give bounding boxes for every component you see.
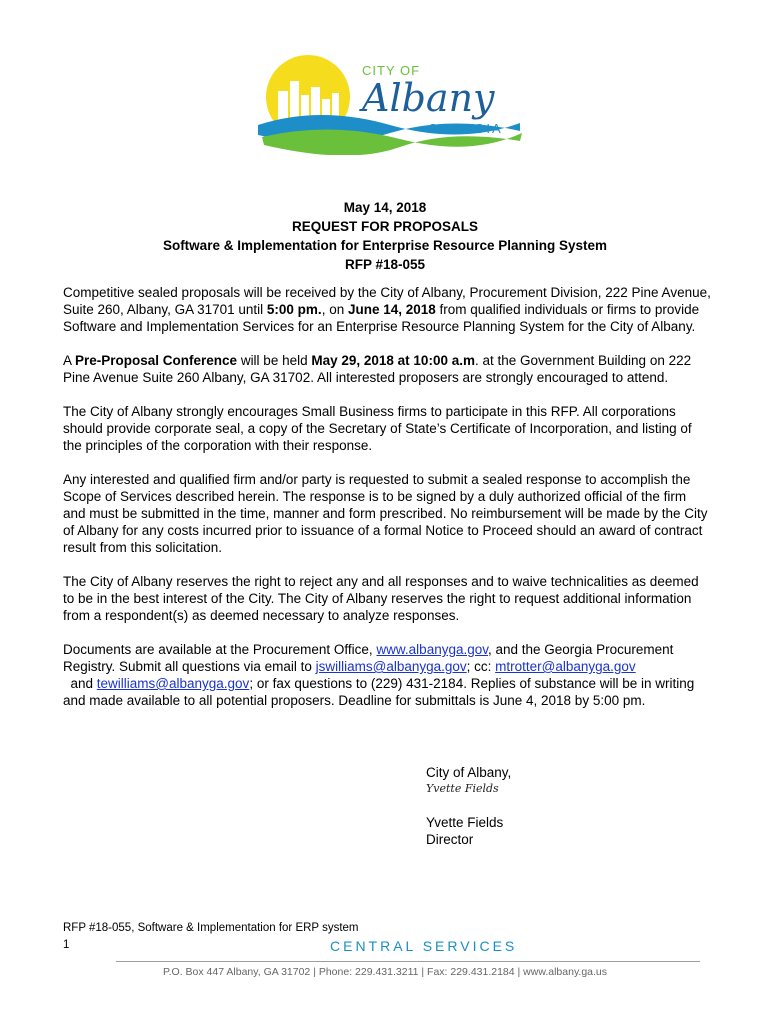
footer-note bbox=[63, 920, 359, 954]
text: will be held bbox=[237, 353, 312, 368]
deadline-time: 5:00 pm. bbox=[266, 302, 322, 317]
text: from qualified individuals or firms to provide Software and Implementation Services for an Enterprise Resource Planning System for the City of Albany. bbox=[63, 302, 700, 334]
document-body bbox=[63, 284, 711, 726]
paragraph-documents bbox=[63, 641, 711, 709]
text: , on bbox=[321, 302, 348, 317]
text: ; or fax questions to (229) 431-2184. Replies of substance will be in writing and made available to all potential proposers. Deadline for submittals is June 4, 2018 by 5:00 pm. bbox=[63, 676, 695, 708]
document-date: May 14, 2018 bbox=[343, 200, 427, 215]
deadline-date: June 14, 2018 bbox=[347, 302, 436, 317]
closing-city: City of Albany, bbox=[426, 765, 512, 780]
paragraph-reservation: The City of Albany reserves the right to reject any and all responses and to waive technicalities as deemed to be in the best interest of the City. The City of Albany reserves the right to request additional information from a respondent(s) as deemed necessary to analyze responses. bbox=[63, 574, 699, 623]
text: , and the Georgia Procurement Registry. Submit all questions via email to bbox=[63, 642, 674, 674]
logo-albany: Albany bbox=[362, 76, 495, 120]
email-link-tewilliams[interactable]: tewilliams@albanyga.gov bbox=[96, 676, 250, 691]
text: A bbox=[63, 353, 76, 368]
text: . at the Government Building on 222 Pine Avenue Suite 260 Albany, GA 31702. All interested proposers are strongly encouraged to attend. bbox=[63, 353, 692, 385]
text: Competitive sealed proposals will be received by the City of Albany, Procurement Division, 222 Pine Avenue, Suite 260, Albany, GA 31701 until bbox=[63, 285, 711, 317]
paragraph-small-business: The City of Albany strongly encourages Small Business firms to participate in this RFP. All corporations should provide corporate seal, a copy of the Secretary of State’s Certificate of Incorporation, and listing of the principles of the corporation with their response. bbox=[63, 404, 692, 453]
email-link-jswilliams[interactable]: jswilliams@albanyga.gov bbox=[315, 659, 467, 674]
signer-title: Director bbox=[426, 832, 474, 847]
document-title: REQUEST FOR PROPOSALS bbox=[291, 219, 479, 234]
document-subtitle: Software & Implementation for Enterprise Resource Planning System bbox=[162, 238, 608, 253]
signer-name: Yvette Fields bbox=[426, 815, 504, 830]
paragraph-requirements: Any interested and qualified firm and/or party is requested to submit a sealed response to accomplish the Scope of Services described herein. The response is to be signed by a duly authorized official of the firm and must be submitted in the time, manner and form prescribed. No reimbursement will be made by the City of Albany for any costs incurred prior to issuance of a formal Notice to Proceed should an award of contract result from this solicitation. bbox=[63, 472, 708, 555]
footer-divider bbox=[116, 961, 700, 962]
signature: Yvette Fields bbox=[426, 782, 499, 795]
logo-georgia: GEORGIA bbox=[428, 121, 503, 136]
page-number: 1 bbox=[63, 939, 70, 951]
text: Documents are available at the Procurement Office, bbox=[63, 642, 377, 657]
text: and bbox=[63, 676, 97, 691]
email-link-mtrotter[interactable]: mtrotter@albanyga.gov bbox=[495, 659, 636, 674]
logo-city-of: CITY OF bbox=[362, 63, 421, 78]
document-heading bbox=[0, 198, 770, 274]
city-of-albany-logo bbox=[250, 55, 530, 155]
rfp-number: RFP #18-055 bbox=[344, 257, 426, 272]
paragraph-proposals bbox=[63, 284, 711, 335]
footer-rfp-label: RFP #18-055, Software & Implementation for ERP system bbox=[63, 922, 359, 934]
paragraph-conference bbox=[63, 352, 711, 386]
conference-date: May 29, 2018 at 10:00 a.m bbox=[311, 353, 475, 368]
footer-address: P.O. Box 447 Albany, GA 31702 | Phone: 229.431.3211 | Fax: 229.431.2184 | www.albany.ga.us bbox=[162, 966, 608, 978]
website-link[interactable]: www.albanyga.gov bbox=[376, 642, 488, 657]
conference-label: Pre-Proposal Conference bbox=[75, 353, 238, 368]
closing-block bbox=[426, 764, 511, 848]
text: ; cc: bbox=[466, 659, 496, 674]
central-services-label: CENTRAL SERVICES bbox=[330, 938, 518, 954]
